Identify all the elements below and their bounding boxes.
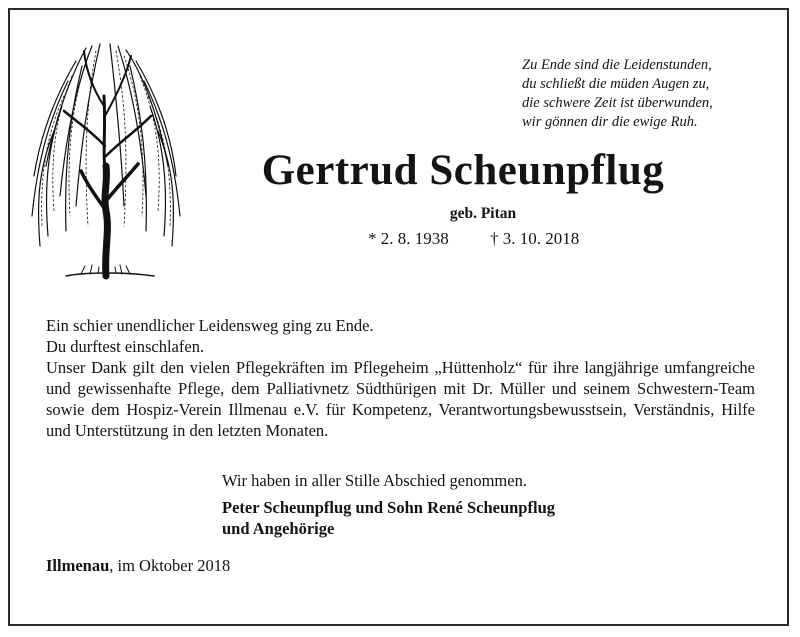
- signers: [222, 497, 555, 539]
- death-date: † 3. 10. 2018: [490, 229, 580, 248]
- life-dates: [368, 229, 579, 249]
- poem-line: wir gönnen dir die ewige Ruh.: [522, 114, 698, 130]
- signer-line: und Angehörige: [222, 519, 335, 538]
- farewell-line: Wir haben in aller Stille Abschied genommen.: [222, 471, 527, 490]
- signer-line: Peter Scheunpflug und Sohn René Scheunpflug: [222, 498, 555, 517]
- place-city: Illmenau: [46, 556, 110, 575]
- notice-body: [46, 315, 755, 441]
- deceased-name: Gertrud Scheunpflug: [261, 147, 665, 194]
- poem-line: du schließt die müden Augen zu,: [522, 76, 710, 92]
- poem: [522, 56, 784, 132]
- place-date: , im Oktober 2018: [109, 556, 231, 575]
- body-line: Du durftest einschlafen.: [46, 337, 205, 356]
- place-and-date: [46, 556, 230, 576]
- maiden-name: geb. Pitan: [449, 205, 517, 222]
- poem-line: Zu Ende sind die Leidenstunden,: [522, 57, 712, 73]
- body-line: Ein schier unendlicher Leidensweg ging zu Ende.: [46, 316, 374, 335]
- poem-line: die schwere Zeit ist überwunden,: [522, 95, 713, 111]
- thanks-paragraph: Unser Dank gilt den vielen Pflegekräften im Pflegeheim „Hüttenholz“ für ihre langjährige umfangreiche und gewissenhafte Pflege, dem Palliativnetz Südthürigen mit Dr. Müller und seinem Schwestern-Team sowie dem Hospiz-Verein Illmenau e.V. für Kompetenz, Verantwortungsbewusstsein, Verständnis, Hilfe und Unterstützung in den letzten Monaten.: [46, 358, 755, 440]
- birth-date: * 2. 8. 1938: [368, 229, 449, 248]
